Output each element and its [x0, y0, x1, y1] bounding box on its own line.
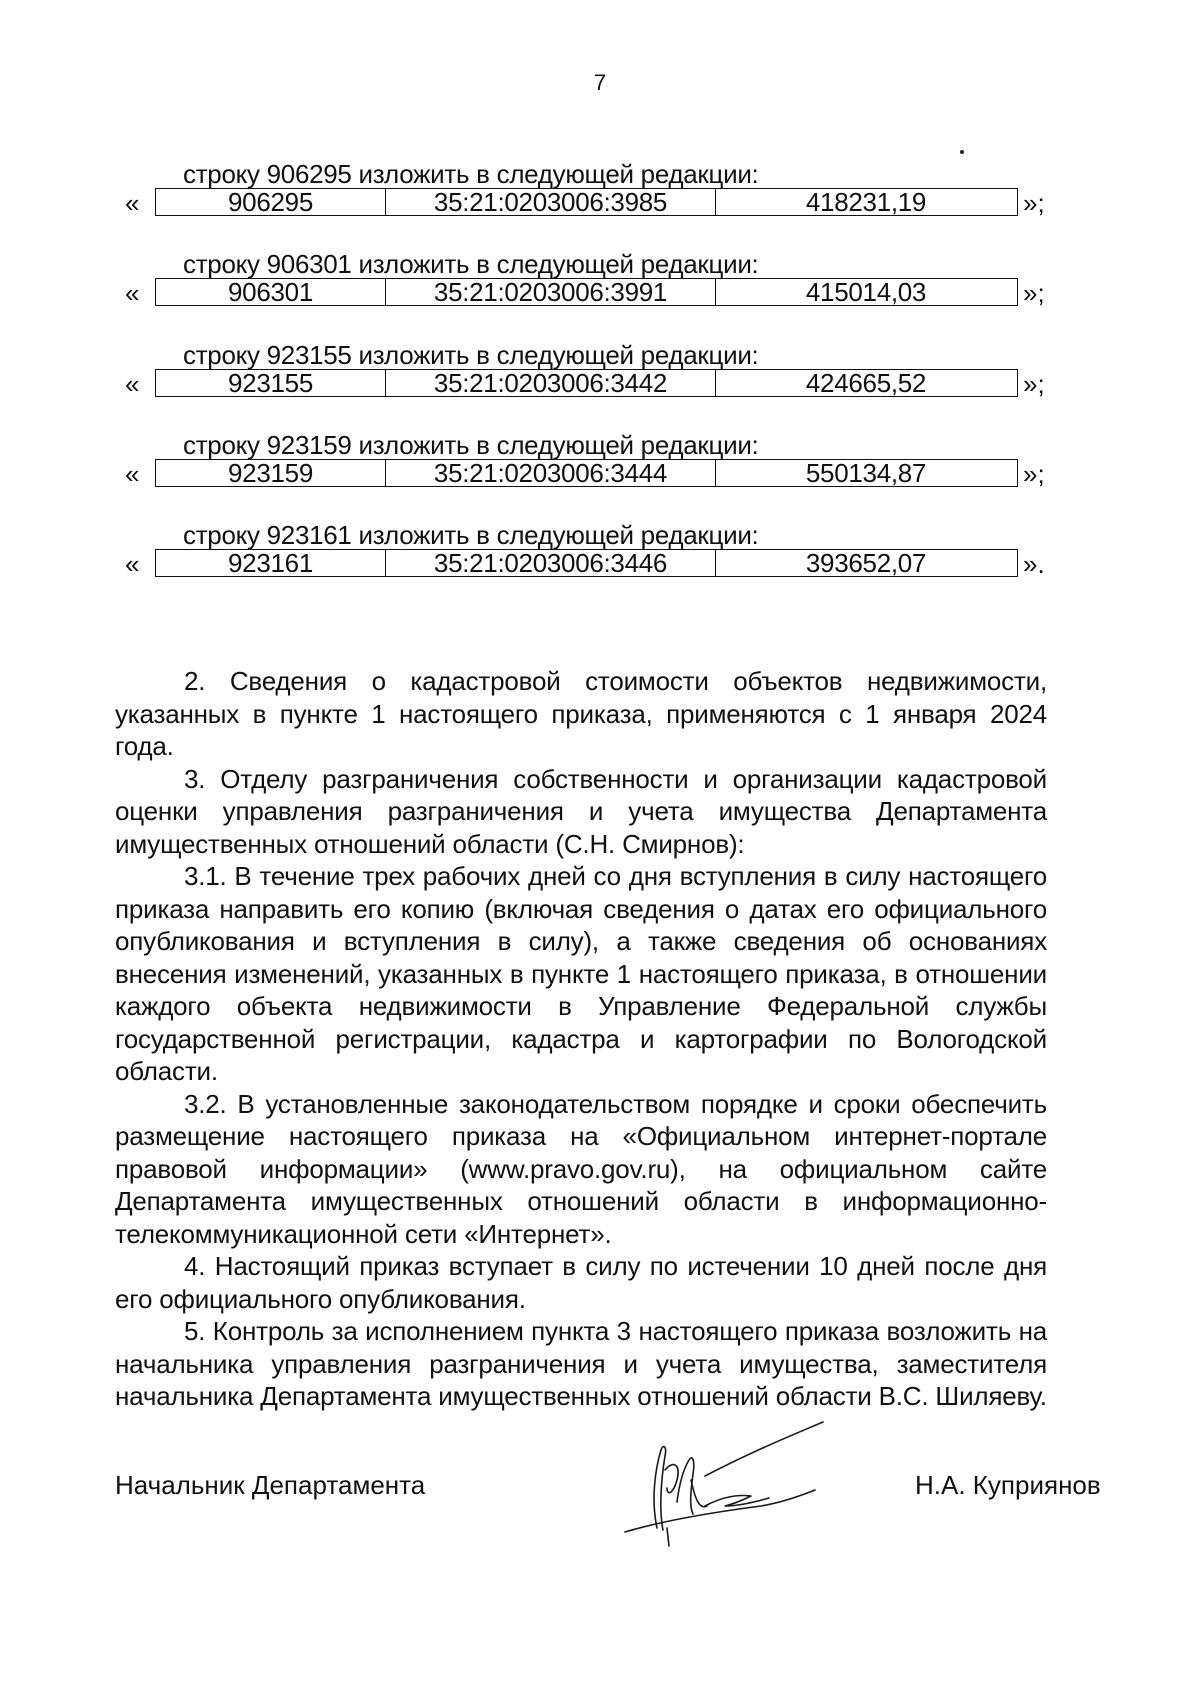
signature-block	[115, 1410, 1115, 1570]
amendment-block	[125, 250, 1065, 310]
cell-cadastral-value: 550134,87	[805, 458, 927, 488]
paragraph-3-1: 3.1. В течение трех рабочих дней со дня вступления в силу настоящего приказа направить его копию (включая сведения о датах его официального опубликования и вступления в силу), а также сведения об основаниях внесения изменений, указанных в пункте 1 настоящего приказа, в отношении каждого объекта недвижимости в Управление Федеральной службы государственной регистрации, кадастра и картографии по Вологодской области.	[115, 861, 1047, 1086]
open-quote: «	[125, 188, 140, 218]
amendment-row	[125, 278, 1065, 308]
amendment-table-row	[155, 459, 1018, 487]
cell-cadastral-value: 424665,52	[805, 368, 927, 398]
cell-cadastral-number: 35:21:0203006:3442	[386, 370, 716, 396]
cell-cadastral-number: 35:21:0203006:3991	[386, 279, 716, 305]
close-quote: »;	[1023, 369, 1045, 399]
cell-cadastral-value: 415014,03	[805, 277, 927, 307]
paragraph-4: 4. Настоящий приказ вступает в силу по истечении 10 дней после дня его официального опубликования.	[115, 1251, 1047, 1314]
cell-cadastral-number: 35:21:0203006:3985	[386, 189, 716, 215]
cell-cadastral-value: 393652,07	[805, 548, 927, 578]
cell-cadastral-number: 35:21:0203006:3444	[386, 460, 716, 486]
document-body	[115, 665, 1047, 1413]
amendment-block	[125, 160, 1065, 220]
cell-row-number: 906295	[156, 189, 386, 215]
amendment-block	[125, 431, 1065, 491]
close-quote: »;	[1023, 459, 1045, 489]
close-quote: »;	[1023, 188, 1045, 218]
amendment-table-row	[155, 369, 1018, 397]
amendment-caption: строку 906301 изложить в следующей редакции:	[183, 249, 759, 279]
amendment-row	[125, 369, 1065, 399]
paragraph-5: 5. Контроль за исполнением пункта 3 настоящего приказа возложить на начальника управления разграничения и учета имущества, заместителя начальника Департамента имущественных отношений области В.С. Шиляеву.	[115, 1316, 1047, 1411]
cell-row-number: 906301	[156, 279, 386, 305]
amendment-block	[125, 341, 1065, 401]
scan-speck	[960, 150, 964, 154]
handwritten-signature	[555, 1410, 875, 1550]
cell-row-number: 923161	[156, 550, 386, 576]
cell-row-number: 923159	[156, 460, 386, 486]
paragraph-3-2: 3.2. В установленные законодательством порядке и сроки обеспечить размещение настоящего приказа на «Официальном интернет-портале правовой информации» (www.pravo.gov.ru), на официальном сайте Департамента имущественных отношений области в информационно-телекоммуникационной сети «Интернет».	[115, 1088, 1047, 1249]
open-quote: «	[125, 369, 140, 399]
amendment-caption: строку 923155 изложить в следующей редакции:	[183, 340, 759, 370]
signatory-name: Н.А. Куприянов	[915, 1470, 1101, 1500]
cell-cadastral-value: 418231,19	[805, 187, 927, 217]
amendment-block	[125, 521, 1065, 581]
open-quote: «	[125, 549, 140, 579]
open-quote: «	[125, 459, 140, 489]
page-number: 7	[593, 70, 607, 95]
open-quote: «	[125, 278, 140, 308]
amendment-table-row	[155, 188, 1018, 216]
amendment-row	[125, 549, 1065, 579]
signatory-position: Начальник Департамента	[115, 1470, 426, 1500]
paragraph-3: 3. Отделу разграничения собственности и организации кадастровой оценки управления разграничения и учета имущества Департамента имущественных отношений области (С.Н. Смирнов):	[115, 763, 1047, 859]
amendment-caption: строку 906295 изложить в следующей редакции:	[183, 159, 759, 189]
amendment-table-row	[155, 549, 1018, 577]
cell-cadastral-number: 35:21:0203006:3446	[386, 550, 716, 576]
amendment-row	[125, 459, 1065, 489]
cell-row-number: 923155	[156, 370, 386, 396]
close-quote: »;	[1023, 278, 1045, 308]
paragraph-2: 2. Сведения о кадастровой стоимости объектов недвижимости, указанных в пункте 1 настоящего приказа, применяются с 1 января 2024 года.	[115, 666, 1047, 761]
amendment-row	[125, 188, 1065, 218]
amendment-caption: строку 923161 изложить в следующей редакции:	[183, 520, 759, 550]
amendment-table-row	[155, 278, 1018, 306]
close-quote: ».	[1023, 549, 1045, 579]
amendment-caption: строку 923159 изложить в следующей редакции:	[183, 430, 759, 460]
